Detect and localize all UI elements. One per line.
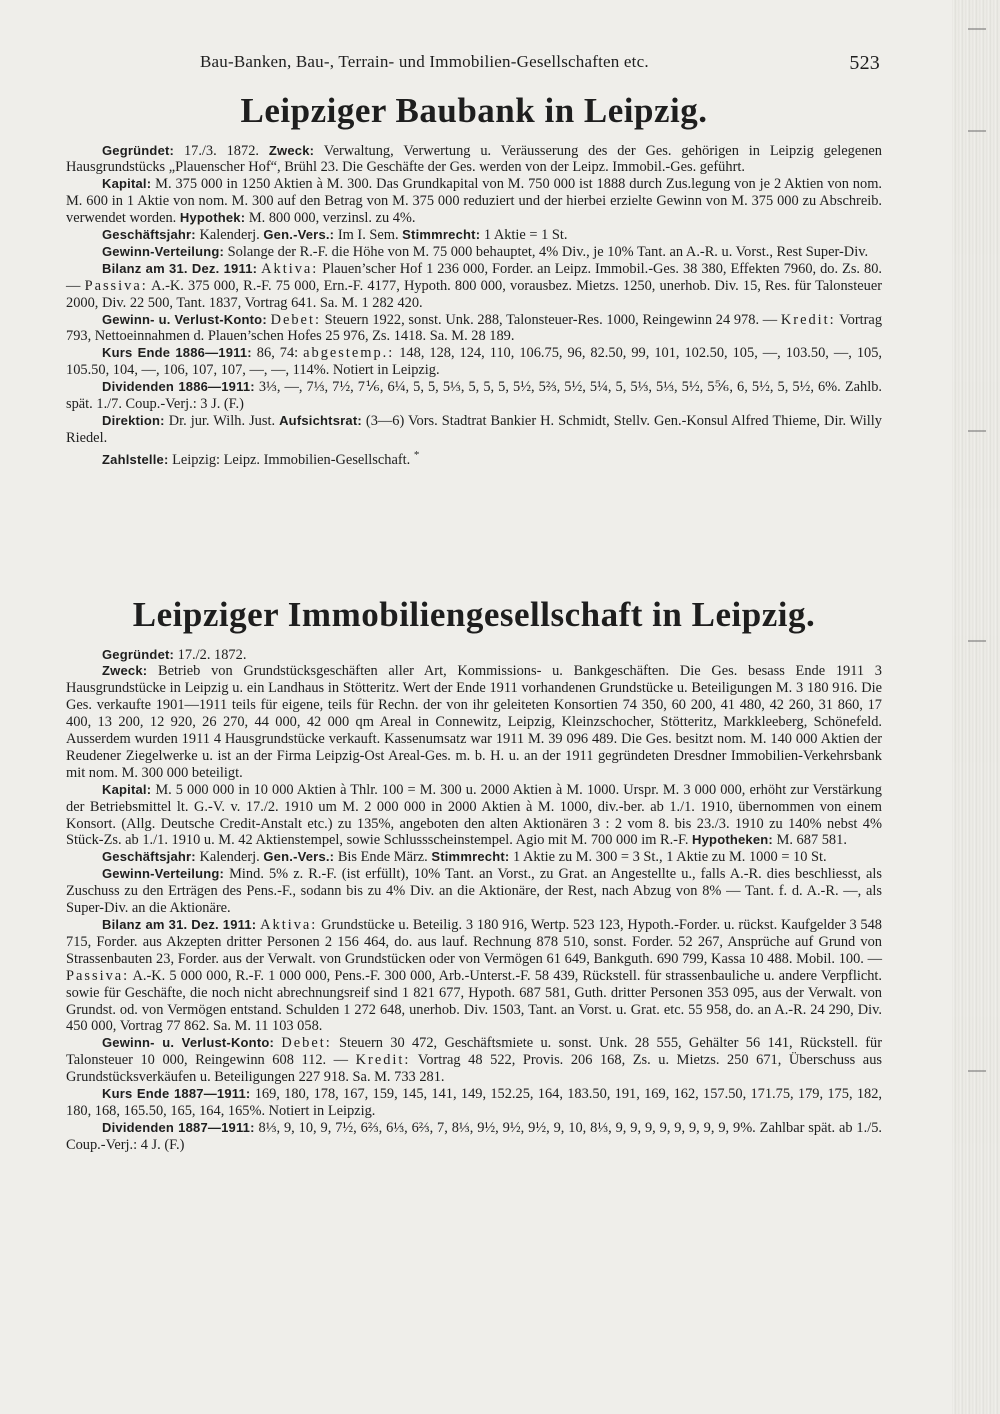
text: Solange der R.-F. die Höhe von M. 75 000 behauptet, 4% Div., je 10% Tant. an A.-R. u. Vorst., Rest Super-Div. — [224, 243, 869, 260]
text: 86, 74: — [251, 345, 304, 362]
text: 17./2. 1872. — [174, 646, 247, 663]
text: Leipzig: Leipz. Immobilien-Gesellschaft. — [168, 451, 411, 468]
label: Stimmrecht: — [431, 849, 510, 865]
text: Vortrag 793, Nettoeinnahmen d. Plauen’schen Hofes 25 976, Zs. 1418. Sa. M. 28 189. — [66, 311, 883, 345]
section-title: Leipziger Immobiliengesellschaft in Leipzig. — [132, 595, 816, 634]
paragraph-business-year — [66, 849, 882, 866]
paragraph-dividends — [66, 1120, 882, 1154]
paragraph-share-price — [66, 345, 882, 379]
label: Kurs Ende 1886—1911: — [102, 345, 252, 361]
text: A.-K. 375 000, R.-F. 75 000, Ern.-F. 4177, Hypoth. 800 000, vorausbez. Mietzs. 1250, unerhob. Div. 15, Res. für Talonsteuer 2000, Div. 22 500, Tant. 1837, Vortrag 641. Sa. M. 1 282 420. — [66, 277, 882, 311]
debet-label: Debet: — [281, 1035, 332, 1052]
text: 17./3. 1872. — [174, 142, 269, 159]
paragraph-capital — [66, 176, 882, 227]
label: Kapital: — [102, 781, 152, 797]
paragraph-profit-loss — [66, 312, 882, 346]
label: Hypotheken: — [692, 832, 773, 848]
label: Gewinn-Verteilung: — [102, 866, 225, 882]
text: Verwaltung, Verwertung u. Veräusserung des der Ges. gehörigen in Leipzig gelegenen Hausgrundstücks „Plauenscher Hof“, Brühl 23. Die Geschäfte der Ges. werden von der Leipz. Immobil.-Ges. geführt. — [66, 142, 883, 176]
text: Betrieb von Grundstücksgeschäften aller Art, Kommissions- u. Bankgeschäften. Die Ges. besass Ende 1911 3 Hausgrundstücke in Leipzig u. ein Landhaus in Stötteritz. Wert der Ende 1911 vorhandenen Grundstücke u. Beteiligungen M. 3 180 916. Die Ges. verkaufte 1901—1911 teils für eigene, teils für Rechn. der von ihr geleiteten Konsortien 74 350, 60 200, 41 480, 42 260, 31 860, 17 400, 13 200, 12 920, 26 270, 44 000, 42 000 qm Areal in Connewitz, Leipzig, Kleinzschocher, Stötteritz, Markkleeberg, Schönefeld. Ausserdem wurden 1911 4 Hausgrundstücke verkauft. Kassenumsatz war 1911 M. 39 096 489. Die Ges. besitzt nom. M. 140 000 Aktien der Reudener Ziegelwerke u. ist an der Firma Leipzig-Ost Areal-Ges. m. b. H. u. an der 1911 gegründeten Dresdner Immobilien-Verkehrsbank mit nom. M. 300 000 beteiligt. — [66, 663, 882, 781]
label: Zweck: — [102, 663, 148, 679]
label: Kapital: — [102, 176, 152, 192]
text: 148, 128, 124, 110, 106.75, 96, 82.50, 99, 101, 102.50, 105, —, 103.50, —, 105, 105.50, 104, —, 106, 107, 107, —, —, 114%. Notiert in Leipzig. — [66, 345, 883, 379]
text: M. 687 581. — [772, 832, 847, 849]
paragraph-balance — [66, 261, 882, 312]
label: Zahlstelle: — [102, 451, 169, 467]
running-header — [200, 52, 880, 76]
paragraph-paying-agent — [66, 447, 882, 469]
text: (3—6) Vors. Stadtrat Bankier H. Schmidt, Stellv. Gen.-Konsul Alfred Thieme, Dir. Willy Riedel. — [66, 413, 883, 446]
paragraph-management — [66, 413, 882, 447]
aktiva-label: Aktiva: — [261, 260, 319, 277]
edge-mark — [968, 28, 986, 30]
label: Bilanz am 31. Dez. 1911: — [102, 260, 258, 276]
text: Bis Ende März. — [334, 849, 432, 866]
paragraph-profit-loss — [66, 1035, 882, 1086]
label: Dividenden 1887—1911: — [102, 1119, 255, 1135]
edge-mark — [968, 430, 986, 432]
label: Geschäftsjahr: — [102, 849, 196, 865]
header-title: Bau-Banken, Bau-, Terrain- und Immobilien-Gesellschaften etc. — [200, 52, 649, 71]
label: Gegründet: — [102, 142, 175, 158]
label: Gen.-Vers.: — [263, 849, 335, 865]
paragraph-share-price — [66, 1086, 882, 1120]
text: Vortrag 48 522, Provis. 206 168, Zs. u. Mietzs. 250 671, Überschuss aus Grundstücksverkäufen u. Beteiligungen 227 918. Sa. M. 733 281. — [66, 1052, 882, 1086]
passiva-label: Passiva: — [84, 277, 148, 294]
paragraph-profit-distribution — [66, 866, 882, 917]
text: 1 Aktie zu M. 300 = 3 St., 1 Aktie zu M. 1000 = 10 St. — [509, 849, 827, 866]
label: Zweck: — [268, 142, 315, 158]
kredit-label: Kredit: — [355, 1052, 411, 1069]
label: Kurs Ende 1887—1911: — [102, 1086, 251, 1102]
abgestemp-label: abgestemp.: — [303, 345, 395, 362]
label: Geschäftsjahr: — [102, 227, 196, 243]
text: Dr. jur. Wilh. Just. — [164, 413, 280, 429]
debet-label: Debet: — [270, 311, 321, 328]
paragraph-balance — [66, 917, 882, 1035]
edge-mark — [968, 1070, 986, 1072]
label: Gewinn- u. Verlust-Konto: — [102, 311, 267, 327]
paragraph-founding — [66, 647, 882, 664]
section-leipziger-baubank — [66, 92, 882, 469]
paragraph-business-year — [66, 227, 882, 244]
edge-mark — [968, 130, 986, 132]
footnote-mark: * — [413, 448, 420, 461]
label: Hypothek: — [179, 210, 246, 226]
paragraph-capital — [66, 782, 882, 850]
page-number: 523 — [849, 52, 880, 74]
text: Mind. 5% z. R.-F. (ist erfüllt), 10% Tant. an Vorst., zu Grat. an Angestellte u., falls A.-R. dies beschliesst, als Zuschuss zu den Erträgen des Pens.-F., sodann bis zu 4% Div. an die Aktionäre, der Rest, nach Abzug von 8% — Tant. f. d. A.-R. —, als Super-Div. an die Aktionäre. — [66, 866, 882, 917]
text: Steuern 1922, sonst. Unk. 288, Talonsteuer-Res. 1000, Reingewinn 24 978. — — [320, 311, 781, 328]
label: Stimmrecht: — [402, 227, 481, 243]
text: Grundstücke u. Beteilig. 3 180 916, Wertp. 523 123, Hypoth.-Forder. u. rückst. Kaufgelder 3 548 715, Forder. aus Akzepten dritter Personen 2 156 464, do. aus lauf. Rechnung 878 510, sonst. Forder. 52 267, Ansprüche auf Grund von Strassenbauten 23, Forder. aus der Verwalt. von Grundstücken oder von Vermögen 61 649, Bankguth. 690 799, Kassa 10 488. Mobil. 100. — — [66, 917, 882, 967]
text: A.-K. 5 000 000, R.-F. 1 000 000, Pens.-F. 300 000, Arb.-Unterst.-F. 58 439, Rückstell. für strassenbauliche u. andere Verpflicht. sowie für Geschäfte, die noch nicht abrechnungsreif sind 1 821 677, Hypoth. 687 581, Guth. dritter Personen 353 095, aus der Verwalt. von Grundst. od. von Vermögen entstand. Schulden 1 272 648, unerhob. Div. 1503, Tant. an Vorst. u. Grat. etc. 55 958, do. an A.-R. 24 290, Div. 450 000, Vortrag 77 862. Sa. M. 11 103 058. — [66, 967, 882, 1035]
text: 3⅓, —, 7⅓, 7½, 7⅙, 6¼, 5, 5, 5⅓, 5, 5, 5, 5½, 5⅔, 5½, 5¼, 5, 5⅓, 5⅓, 5½, 5⅚, 6, 5½, 5, 5½, 6%. Zahlb. spät. 1./7. Coup.-Verj.: 3 J. (F.) — [66, 379, 882, 413]
text: M. 5 000 000 in 10 000 Aktien à Thlr. 100 = M. 300 u. 2000 Aktien à M. 1000. Urspr. M. 3 000 000, erhöht zur Verstärkung der Betriebsmittel lt. G.-V. v. 17./2. 1910 um M. 2 000 000 in 2000 Aktien à M. 1000, div.-ber. ab 1./1. 1910, übernommen von einem Konsort. (Allg. Deutsche Credit-Anstalt etc.) zu 135%, angeboten den alten Aktionären 3 : 2 vom 8. bis 23./3. 1910 zu 140% nebst 4% Stück-Zs. ab 1./1. 1910 u. M. 42 Aktienstempel, sowie Schlussscheinstempel. Agio mit M. 700 000 im R.-F. — [66, 781, 882, 849]
paragraph-founding-purpose — [66, 143, 882, 177]
section-leipziger-immobiliengesellschaft — [66, 596, 882, 1154]
text: Im I. Sem. — [334, 227, 403, 244]
label: Gewinn- u. Verlust-Konto: — [102, 1035, 275, 1051]
edge-mark — [968, 640, 986, 642]
section-title: Leipziger Baubank in Leipzig. — [240, 91, 708, 130]
text: Kalenderj. — [195, 849, 264, 866]
page-edge — [952, 0, 1000, 1414]
text: 169, 180, 178, 167, 159, 145, 141, 149, 152.25, 164, 183.50, 191, 169, 162, 157.50, 171.75, 179, 175, 182, 180, 168, 165.50, 165, 164, 165%. Notiert in Leipzig. — [66, 1086, 882, 1119]
paragraph-profit-distribution — [66, 244, 882, 261]
label: Gen.-Vers.: — [263, 227, 335, 243]
text: Plauen’scher Hof 1 236 000, Forder. an Leipz. Immobil.-Ges. 38 380, Effekten 7960, do. Zs. 80. — — [66, 260, 882, 294]
label: Gegründet: — [102, 646, 175, 662]
kredit-label: Kredit: — [780, 311, 836, 328]
label: Dividenden 1886—1911: — [102, 379, 255, 395]
paragraph-dividends — [66, 379, 882, 413]
label: Gewinn-Verteilung: — [102, 243, 225, 259]
text: M. 375 000 in 1250 Aktien à M. 300. Das Grundkapital von M. 750 000 ist 1888 durch Zus.legung von je 2 Aktien von nom. M. 600 in 1 Aktie von nom. M. 300 auf den Betrag von M. 375 000 reduziert und der hierbei erzielte Gewinn von M. 375 000 zu Abschreib. verwendet worden. — [66, 176, 882, 227]
text: M. 800 000, verzinsl. zu 4%. — [245, 210, 416, 227]
passiva-label: Passiva: — [66, 967, 130, 984]
text: 8⅓, 9, 10, 9, 7½, 6⅔, 6⅓, 6⅔, 7, 8⅓, 9½, 9½, 9½, 9, 10, 8⅓, 9, 9, 9, 9, 9, 9, 9, 9, 9%. Zahlbar spät. ab 1./5. Coup.-Verj.: 4 J. (F.) — [66, 1119, 882, 1153]
text: Kalenderj. — [195, 227, 264, 244]
text: Steuern 30 472, Geschäftsmiete u. sonst. Unk. 28 555, Gehälter 56 141, Rückstell. für Talonsteuer 10 000, Reingewinn 608 112. — — [66, 1035, 882, 1069]
text: 1 Aktie = 1 St. — [480, 227, 568, 244]
label: Direktion: — [102, 413, 165, 428]
label: Bilanz am 31. Dez. 1911: — [102, 917, 257, 932]
label: Aufsichtsrat: — [279, 413, 362, 428]
paragraph-purpose — [66, 663, 882, 781]
aktiva-label: Aktiva: — [260, 917, 318, 933]
